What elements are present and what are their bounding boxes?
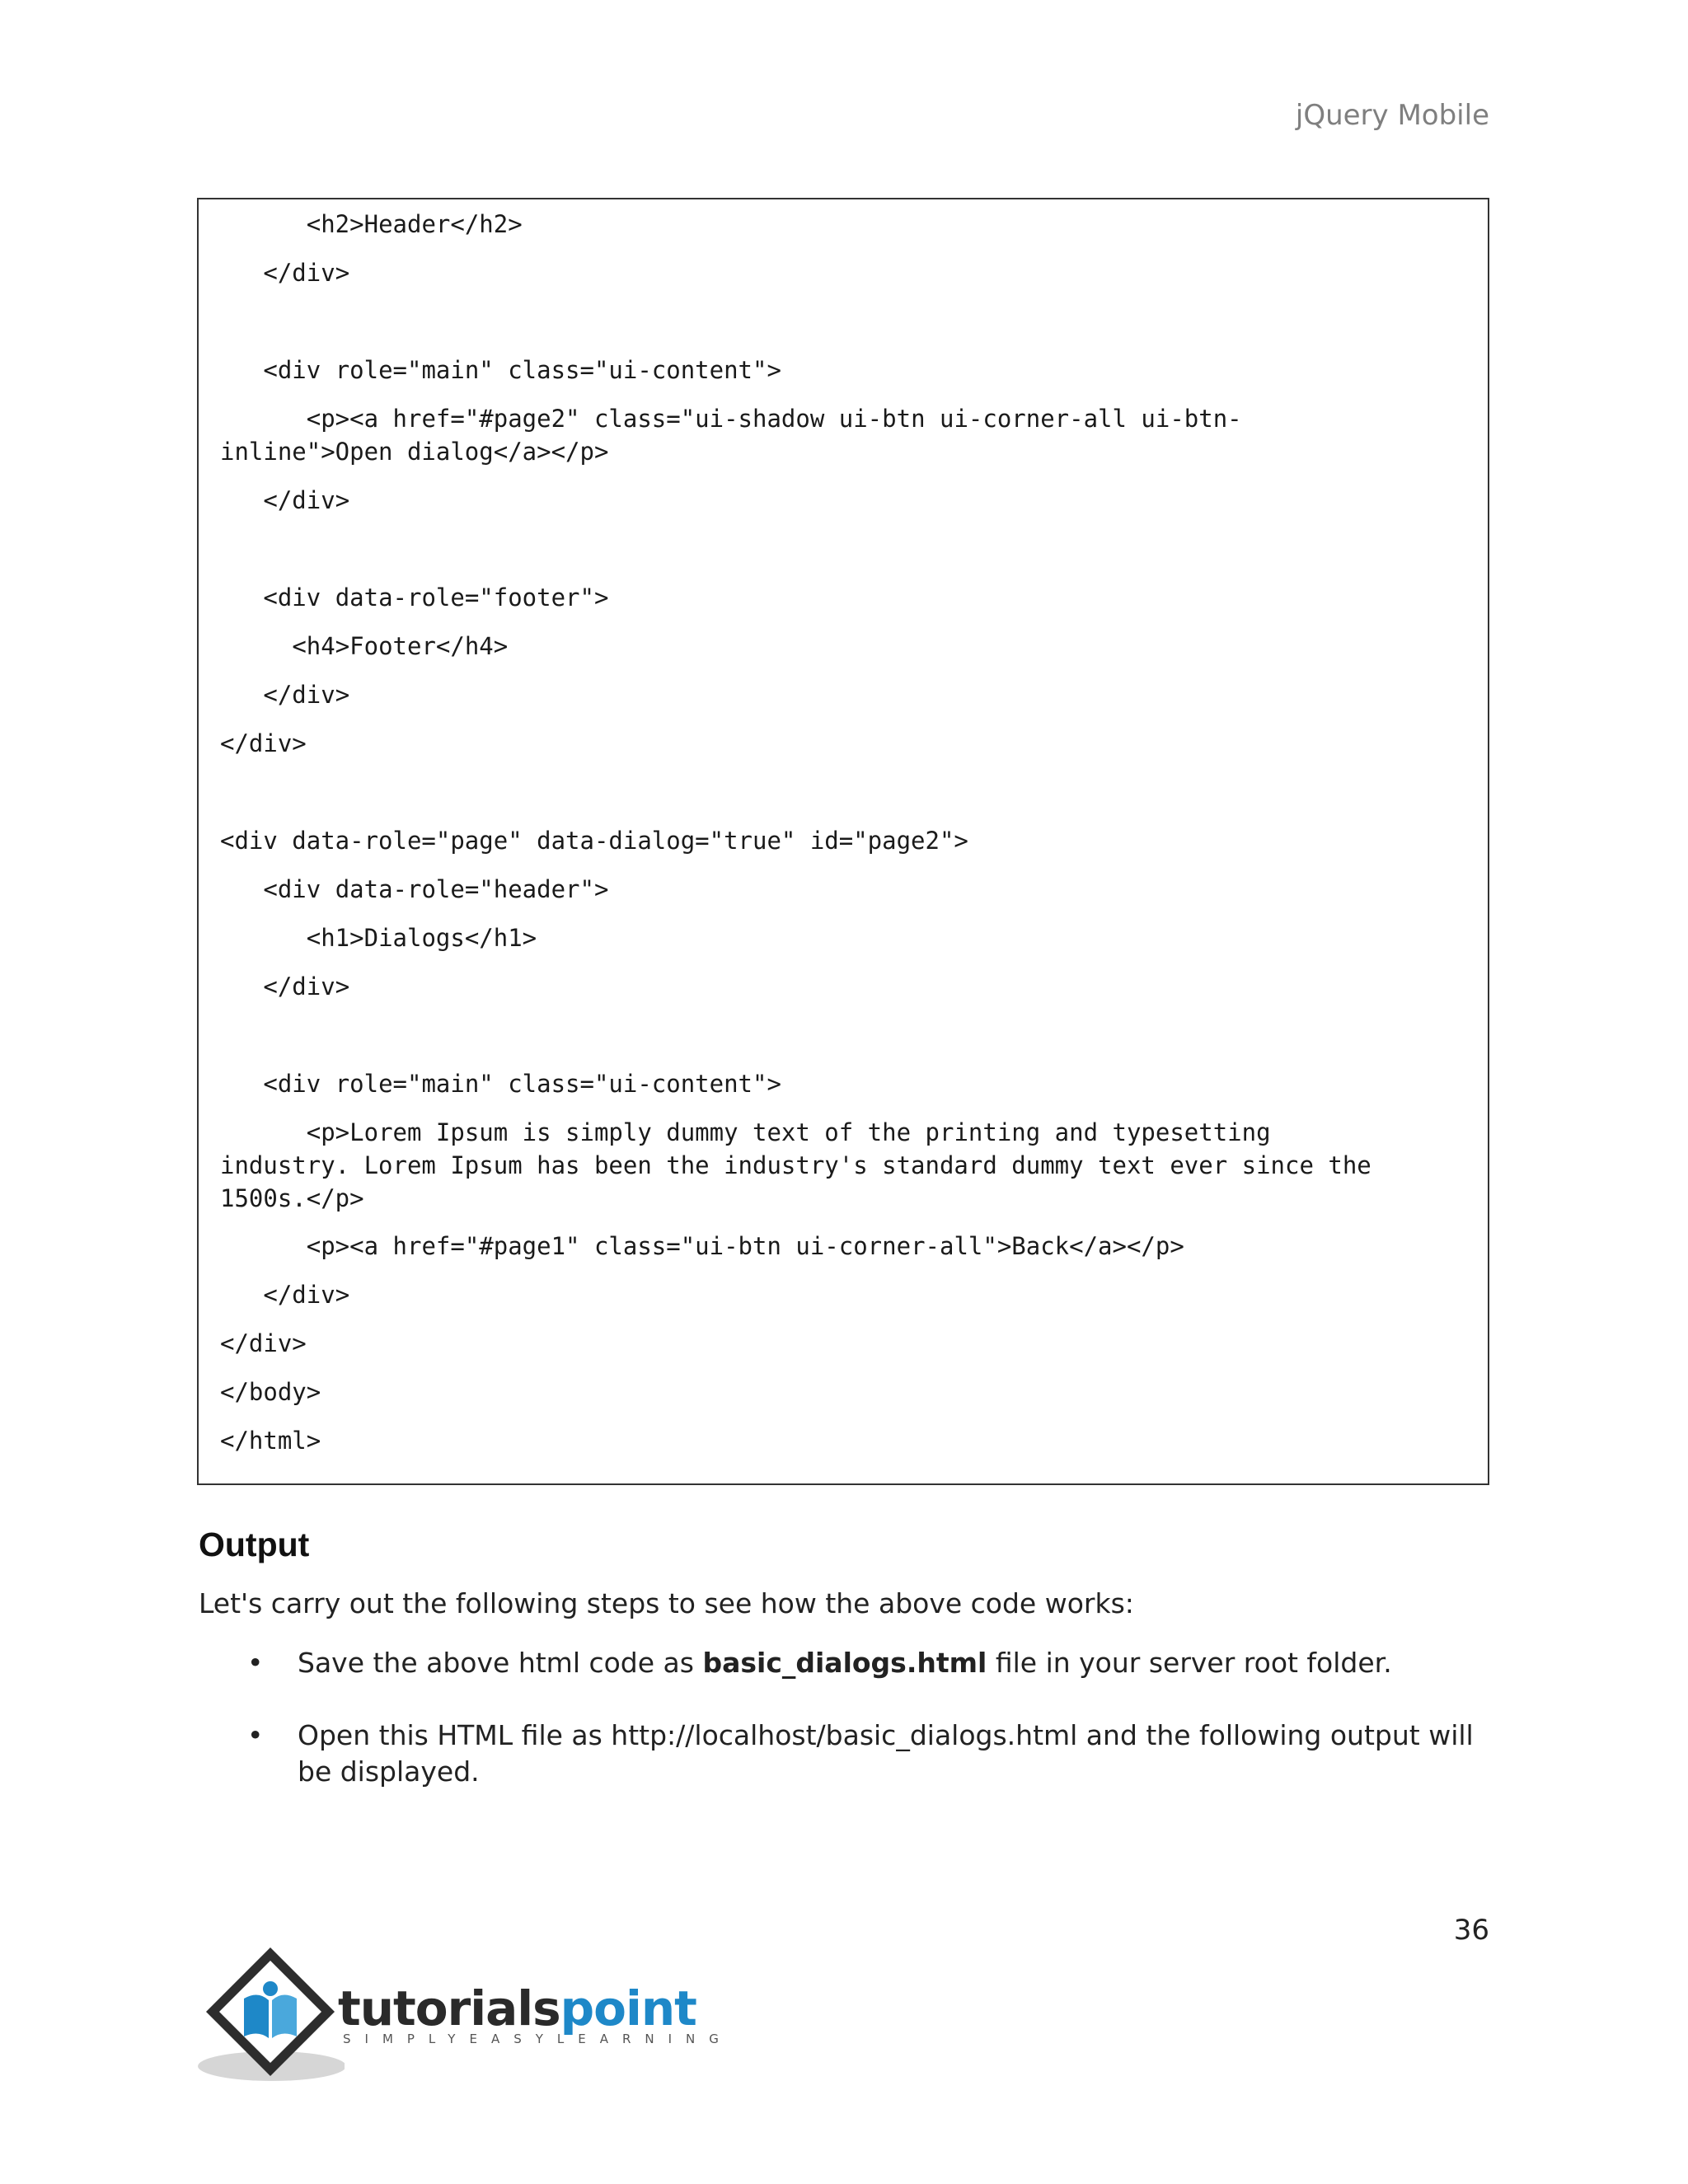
code-line: </div>	[220, 729, 307, 757]
list-item	[298, 1645, 1493, 1681]
logo-wordmark: tutorialspoint	[338, 1980, 696, 2036]
code-line: </div>	[220, 972, 350, 1001]
code-line: </div>	[220, 486, 350, 514]
section-heading: Output	[199, 1526, 310, 1563]
code-line: </div>	[220, 681, 350, 709]
code-line: <p>Lorem Ipsum is simply dummy text of the printing and typesetting industry. Lorem Ipsum has been the industry's standard dummy text ever since the 1500s.</p>	[220, 1118, 1372, 1212]
logo-tagline: SIMPLYEASYLEARNING	[343, 2032, 733, 2046]
tutorialspoint-logo	[196, 1941, 733, 2089]
bullet-icon: •	[247, 1647, 264, 1679]
running-header: jQuery Mobile	[1295, 99, 1489, 132]
code-line: </div>	[220, 1281, 350, 1309]
code-line: <div data-role="footer">	[220, 583, 609, 612]
page-number: 36	[1453, 1914, 1489, 1947]
code-line: <div data-role="header">	[220, 875, 609, 903]
logo-emblem-icon	[196, 1941, 345, 2089]
list-item-text: Open this HTML file as http://localhost/basic_dialogs.html and the following output will be displayed.	[298, 1719, 1474, 1788]
code-line: </div>	[220, 1329, 307, 1357]
code-line: <div role="main" class="ui-content">	[220, 1070, 781, 1098]
code-line: <h1>Dialogs</h1>	[220, 924, 537, 952]
code-line: </html>	[220, 1427, 321, 1455]
intro-text: Let's carry out the following steps to see how the above code works:	[199, 1587, 1134, 1619]
code-line: <h4>Footer</h4>	[220, 632, 509, 660]
list-item-text: Save the above html code as	[298, 1647, 703, 1679]
file-name: basic_dialogs.html	[702, 1647, 987, 1679]
code-line: <p><a href="#page1" class="ui-btn ui-corner-all">Back</a></p>	[220, 1232, 1184, 1260]
code-block	[197, 198, 1489, 1485]
code-line: <div role="main" class="ui-content">	[220, 356, 781, 384]
list-item	[298, 1718, 1493, 1790]
code-line: <p><a href="#page2" class="ui-shadow ui-btn ui-corner-all ui-btn- inline">Open dialog</a></p>	[220, 405, 1242, 466]
list-item-text: file in your server root folder.	[987, 1647, 1392, 1679]
code-line: </body>	[220, 1378, 321, 1406]
code-line: <h2>Header</h2>	[220, 210, 523, 238]
bullet-icon: •	[247, 1719, 264, 1751]
code-line: <div data-role="page" data-dialog="true" id="page2">	[220, 827, 968, 855]
code-line: </div>	[220, 259, 350, 287]
